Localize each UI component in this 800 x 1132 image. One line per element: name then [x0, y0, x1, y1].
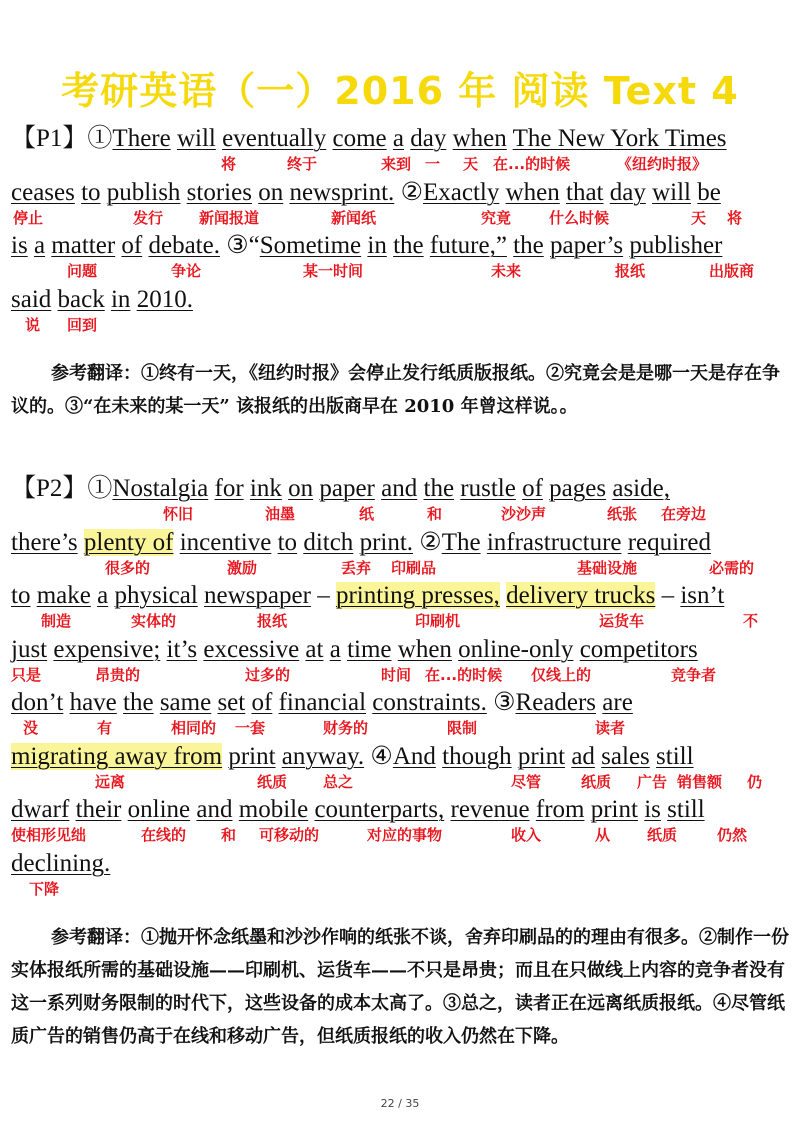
english-text	[11, 285, 193, 315]
text-line	[11, 124, 791, 178]
vocab-word: ditch	[303, 528, 354, 556]
highlighted-word: printing presses,	[335, 582, 500, 609]
vocab-word: will	[176, 125, 216, 152]
vocab-word: is	[644, 796, 661, 823]
vocab-word: ink	[249, 475, 282, 502]
vocab-word: just	[11, 635, 48, 663]
vocab-word: paper	[319, 475, 375, 502]
text-segment: ④	[364, 742, 393, 770]
vocab-word: stories	[186, 178, 252, 206]
vocab-word: will	[652, 178, 692, 206]
text-line	[11, 742, 791, 796]
vocab-word: debate.	[148, 232, 220, 259]
chinese-gloss: 仅线上的	[531, 665, 592, 684]
vocab-word: aside,	[612, 475, 670, 502]
vocab-word: print	[590, 796, 638, 823]
chinese-gloss: 新闻纸	[331, 208, 377, 227]
vocab-word: don’t	[11, 689, 64, 716]
vocab-word: their	[75, 796, 122, 823]
vocab-word: are	[602, 689, 633, 716]
vocab-word: newsprint.	[289, 178, 395, 206]
chinese-gloss: 有	[97, 719, 113, 737]
vocab-word: of	[251, 689, 273, 716]
vocab-word: day	[609, 178, 646, 206]
vocab-word: revenue	[450, 796, 530, 823]
chinese-gloss: 尽管	[511, 772, 542, 791]
chinese-gloss: 天	[463, 155, 479, 173]
chinese-gloss: 未来	[491, 262, 522, 280]
vocab-word: still	[667, 796, 705, 823]
chinese-gloss: 运货车	[599, 612, 645, 630]
vocab-word: There	[112, 125, 171, 152]
chinese-gloss: 究竟	[481, 208, 512, 227]
vocab-word: back	[57, 285, 105, 313]
vocab-word: to	[11, 582, 31, 609]
english-text	[11, 581, 724, 611]
vocab-word: and	[196, 796, 233, 823]
english-text	[11, 742, 694, 772]
highlighted-word: plenty of	[83, 528, 174, 556]
vocab-word: make	[36, 582, 91, 609]
vocab-word: ceases	[11, 178, 75, 206]
vocab-word: online	[127, 796, 191, 823]
text-line	[11, 795, 791, 849]
chinese-gloss: 报纸	[257, 612, 288, 630]
english-text	[11, 688, 633, 718]
vocab-word: the	[423, 475, 455, 502]
vocab-word: said	[11, 285, 52, 313]
chinese-gloss: 在旁边	[661, 505, 707, 523]
vocab-word: from	[535, 796, 585, 823]
english-text	[11, 849, 110, 879]
chinese-gloss: 和	[427, 505, 443, 523]
vocab-word: The New York Times	[512, 125, 727, 152]
vocab-word: a	[329, 635, 341, 663]
vocab-word: the	[513, 232, 544, 259]
vocab-word: for	[214, 475, 244, 502]
vocab-word: print	[228, 742, 276, 770]
text-segment: ①	[87, 475, 113, 502]
text-segment: ③“	[219, 232, 260, 259]
chinese-gloss: 发行	[133, 208, 164, 227]
vocab-word: 2010.	[136, 285, 193, 313]
chinese-gloss: 时间	[381, 665, 412, 684]
chinese-gloss: 财务的	[323, 719, 369, 737]
chinese-gloss: 远离	[95, 772, 126, 791]
text-line	[11, 285, 791, 339]
vocab-word: And	[392, 742, 436, 770]
chinese-gloss: 限制	[447, 719, 478, 737]
chinese-gloss: 一套	[235, 719, 266, 737]
chinese-gloss: 实体的	[131, 612, 177, 630]
chinese-gloss: 停止	[13, 208, 44, 227]
chinese-gloss: 来到	[381, 155, 412, 173]
vocab-word: paper’s	[549, 232, 624, 259]
vocab-word: set	[217, 689, 246, 716]
chinese-gloss: 印刷品	[391, 558, 437, 577]
vocab-word: infrastructure	[486, 528, 622, 556]
vocab-word: competitors	[579, 635, 698, 663]
vocab-word: required	[627, 528, 712, 556]
chinese-gloss: 对应的事物	[367, 826, 443, 844]
text-segment: –	[655, 582, 681, 609]
chinese-gloss: 必需的	[709, 558, 755, 577]
vocab-word: anyway.	[281, 742, 365, 770]
vocab-word: have	[69, 689, 117, 716]
vocab-word: constraints.	[372, 689, 487, 716]
text-line	[11, 849, 791, 903]
page-title: 考研英语（一）2016 年 阅读 Text 4	[61, 69, 739, 113]
chinese-gloss: 没	[23, 719, 39, 737]
text-segment: ③	[486, 689, 516, 716]
chinese-gloss: 竞争者	[671, 665, 717, 684]
p2-translation: 参考翻译：①抛开怀念纸墨和沙沙作响的纸张不谈，舍弃印刷品的的理由有很多。②制作一份实体报纸所需的基础设施——印刷机、运货车——不只是昂贵；而且在只做线上内容的竞争者没有这一系列财务限制的时代下，这些设备的成本太高了。③总之，读者正在远离纸质报纸。④尽管纸质广告的销售仍高于在线和移动广告，但纸质报纸的收入仍然在下降。	[11, 927, 789, 1047]
chinese-gloss: 天	[691, 208, 707, 227]
chinese-gloss: 将	[727, 208, 743, 227]
chinese-gloss: 问题	[67, 262, 98, 280]
chinese-gloss: 下降	[29, 879, 60, 898]
english-text	[11, 528, 711, 558]
vocab-word: excessive	[203, 635, 300, 663]
vocab-word: day	[410, 125, 447, 152]
vocab-word: counterparts,	[314, 796, 445, 823]
vocab-word: Sometime	[259, 232, 362, 259]
vocab-word: sales	[601, 742, 650, 770]
chinese-gloss: 纸	[359, 505, 375, 523]
text-segment: –	[310, 582, 336, 609]
vocab-word: on	[258, 178, 284, 206]
chinese-gloss: 很多的	[105, 558, 151, 577]
chinese-gloss: 在...的时候	[493, 155, 571, 173]
chinese-gloss: 一	[425, 155, 441, 173]
text-line	[11, 688, 791, 742]
chinese-gloss: 出版商	[709, 262, 755, 280]
english-text	[11, 795, 705, 825]
chinese-gloss: 收入	[511, 826, 542, 844]
chinese-gloss: 基础设施	[577, 558, 638, 577]
chinese-gloss: 激励	[227, 558, 258, 577]
chinese-gloss: 纸张	[607, 505, 638, 523]
vocab-word: at	[305, 635, 324, 663]
text-line	[11, 581, 791, 635]
vocab-word: print.	[359, 528, 414, 556]
vocab-word: in	[110, 285, 131, 313]
text-segment: ②	[413, 528, 442, 556]
chinese-gloss: 过多的	[245, 665, 291, 684]
vocab-word: expensive;	[53, 635, 161, 663]
chinese-gloss: 回到	[67, 315, 98, 334]
vocab-word: in	[367, 232, 387, 259]
vocab-word: when	[397, 635, 452, 663]
text-line	[11, 528, 791, 582]
vocab-word: dwarf	[11, 796, 70, 823]
text-line	[11, 178, 791, 232]
text-line	[11, 635, 791, 689]
vocab-word: the	[123, 689, 154, 716]
chinese-gloss: 读者	[595, 719, 626, 737]
vocab-word: still	[656, 742, 694, 770]
vocab-word: ad	[571, 742, 595, 770]
chinese-gloss: 争论	[171, 262, 202, 280]
vocab-word: rustle	[460, 475, 516, 502]
vocab-word: eventually	[222, 125, 327, 152]
chinese-gloss: 不	[743, 612, 759, 630]
chinese-gloss: 销售额	[677, 772, 723, 791]
vocab-word: the	[393, 232, 424, 259]
highlighted-word: delivery trucks	[506, 582, 656, 609]
vocab-word: mobile	[238, 796, 309, 823]
vocab-word: Readers	[515, 689, 597, 716]
chinese-gloss: 丢弃	[341, 558, 372, 577]
english-text	[11, 474, 670, 504]
chinese-gloss: 相同的	[171, 719, 217, 737]
chinese-gloss: 说	[25, 315, 41, 334]
vocab-word: isn’t	[680, 582, 725, 609]
chinese-gloss: 使相形见绌	[11, 826, 87, 844]
chinese-gloss: 印刷机	[415, 612, 461, 630]
vocab-word: come	[332, 125, 387, 152]
text-segment: ①	[87, 125, 113, 152]
chinese-gloss: 纸质	[257, 772, 288, 791]
vocab-word: of	[121, 232, 143, 259]
vocab-word: The	[441, 528, 481, 556]
chinese-gloss: 仍然	[717, 826, 748, 844]
text-segment: 【P1】	[11, 125, 88, 152]
english-text	[11, 231, 722, 261]
chinese-gloss: 制造	[41, 612, 72, 630]
vocab-word: publish	[106, 178, 181, 206]
chinese-gloss: 纸质	[647, 826, 678, 844]
chinese-gloss: 什么时候	[549, 208, 610, 227]
english-text	[11, 635, 698, 665]
vocab-word: print	[517, 742, 566, 770]
english-text	[11, 124, 727, 154]
vocab-word: time	[347, 635, 392, 663]
vocab-word: newspaper	[204, 582, 311, 609]
chinese-gloss: 某一时间	[303, 262, 364, 280]
chinese-gloss: 报纸	[615, 262, 646, 280]
paragraph-p2	[11, 474, 791, 902]
text-segment: ②	[394, 178, 423, 206]
vocab-word: of	[522, 475, 543, 502]
highlighted-word: migrating away from	[11, 742, 223, 770]
vocab-word: a	[97, 582, 109, 609]
vocab-word: a	[33, 232, 46, 259]
vocab-word: same	[159, 689, 212, 716]
vocab-word: publisher	[629, 232, 723, 259]
text-segment	[78, 529, 84, 556]
chinese-gloss: 广告	[637, 772, 668, 791]
chinese-gloss: 沙沙声	[501, 505, 547, 523]
chinese-gloss: 只是	[11, 665, 42, 684]
text-line	[11, 231, 791, 285]
vocab-word: and	[381, 475, 418, 502]
vocab-word: Nostalgia	[112, 475, 209, 502]
chinese-gloss: 纸质	[581, 772, 612, 791]
chinese-gloss: 昂贵的	[95, 665, 141, 684]
chinese-gloss: 怀旧	[163, 505, 194, 523]
vocab-word: though	[442, 742, 512, 770]
vocab-word: financial	[278, 689, 367, 716]
vocab-word: be	[697, 178, 721, 206]
chinese-gloss: 可移动的	[259, 826, 320, 844]
vocab-word: physical	[114, 582, 198, 609]
vocab-word: there’s	[11, 528, 78, 556]
chinese-gloss: 在...的时候	[425, 665, 503, 684]
p1-translation: 参考翻译：①终有一天，《纽约时报》会停止发行纸质版报纸。②究竟会是是哪一天是存在争议的。③“在未来的某一天” 该报纸的出版商早在 2010 年曾这样说。。	[11, 363, 780, 417]
vocab-word: pages	[549, 475, 607, 502]
chinese-gloss: 《纽约时报》	[617, 155, 708, 173]
page-number: 22 / 35	[380, 1097, 420, 1110]
vocab-word: to	[81, 178, 101, 206]
paragraph-p1	[11, 124, 791, 338]
chinese-gloss: 新闻报道	[199, 208, 260, 227]
vocab-word: that	[566, 178, 604, 206]
text-segment: 【P2】	[11, 475, 88, 502]
chinese-gloss: 将	[221, 155, 237, 173]
vocab-word: matter	[51, 232, 116, 259]
vocab-word: when	[452, 125, 507, 152]
vocab-word: incentive	[179, 528, 272, 556]
vocab-word: on	[288, 475, 314, 502]
vocab-word: declining.	[11, 849, 111, 877]
chinese-gloss: 终于	[287, 155, 318, 173]
chinese-gloss: 油墨	[265, 505, 296, 523]
chinese-gloss: 仍	[747, 772, 763, 791]
vocab-word: when	[505, 178, 560, 206]
vocab-word: future,”	[429, 232, 507, 259]
vocab-word: is	[11, 232, 28, 259]
vocab-word: a	[392, 125, 405, 152]
english-text	[11, 178, 721, 208]
chinese-gloss: 和	[221, 826, 237, 844]
vocab-word: online-only	[458, 635, 574, 663]
vocab-word: Exactly	[422, 178, 500, 206]
vocab-word: to	[277, 528, 298, 556]
vocab-word: it’s	[166, 635, 198, 663]
chinese-gloss: 从	[595, 826, 611, 844]
text-line	[11, 474, 791, 528]
chinese-gloss: 总之	[323, 772, 354, 791]
chinese-gloss: 在线的	[141, 826, 187, 844]
